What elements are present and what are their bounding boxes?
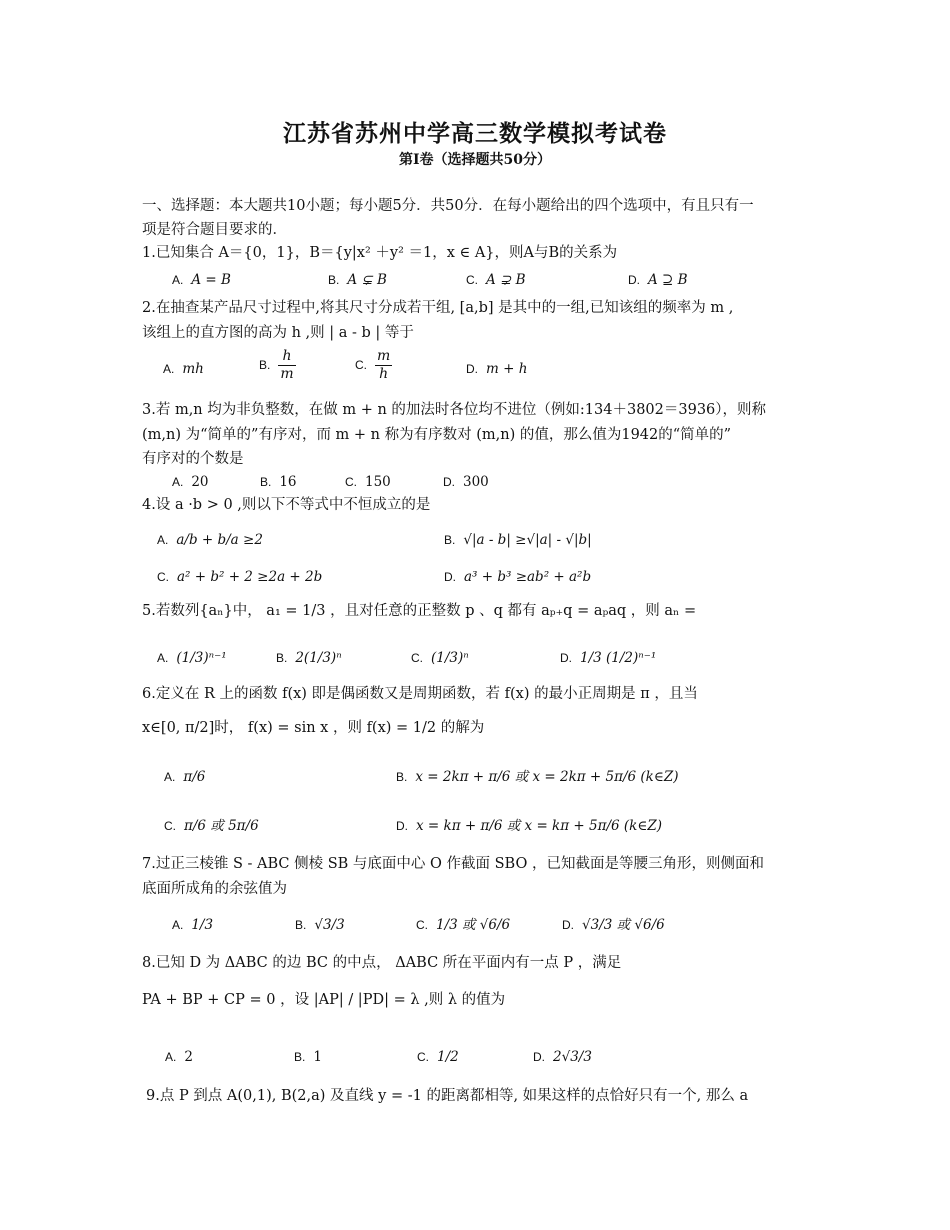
option-text: A ⊋ B [486,272,526,288]
question-7-option-a[interactable] [172,915,213,935]
option-text: π/6 [183,769,206,785]
question-8-option-b[interactable] [294,1047,322,1067]
option-text: 150 [365,474,391,490]
option-label: D. [444,570,456,584]
option-text: √|a - b| ≥√|a| - √|b| [463,532,592,548]
question-7-stem-line-2: 底面所成角的余弦值为 [142,881,287,897]
question-4-stem: 4.设 a ·b > 0 ,则以下不等式中不恒成立的是 [142,497,431,513]
option-text: 2√3/3 [553,1049,592,1065]
option-label: A. [165,1050,177,1064]
question-3-stem-line-2: (m,n) 为“简单的”有序对，而 m + n 称为有序数对 (m,n) 的值，那么值为1942的“简单的” [142,427,732,443]
question-1-option-c[interactable] [466,270,526,290]
option-text: 300 [463,474,489,490]
question-5-stem: 5.若数列{aₙ}中， a₁ = 1/3 ，且对任意的正整数 p 、q 都有 aₚ₊q = aₚaq ，则 aₙ = [142,603,697,619]
option-label: D. [443,475,455,489]
option-label: C. [164,819,176,833]
question-8-option-a[interactable] [165,1047,193,1067]
option-text: √3/3 [314,917,345,933]
fraction-numerator: h [278,348,295,366]
option-label: C. [411,651,423,665]
option-text: x = 2kπ + π/6 或 x = 2kπ + 5π/6 (k∈Z) [415,769,679,785]
question-4-option-a[interactable] [157,530,263,550]
question-8-stem-line-2: PA + BP + CP = 0 ，设 |AP| / |PD| = λ ,则 λ 的值为 [142,992,506,1008]
option-label: D. [628,273,640,287]
option-label: D. [562,918,574,932]
question-1-option-a[interactable] [172,270,231,290]
option-label: A. [157,533,169,547]
option-label: A. [172,475,184,489]
option-text: mh [182,361,204,377]
option-label: D. [466,362,478,376]
fraction-denominator: h [379,366,389,382]
intro-line-2: 项是符合题目要求的． [142,222,287,238]
option-label: B. [260,475,272,489]
question-6-stem-line-2: x∈[0, π/2]时， f(x) = sin x ，则 f(x) = 1/2 的解为 [142,720,485,736]
question-3-option-a[interactable] [172,472,209,492]
question-4-option-c[interactable] [157,567,322,587]
question-9-stem: 9.点 P 到点 A(0,1), B(2,a) 及直线 y = -1 的距离都相等, 如果这样的点恰好只有一个, 那么 a [146,1088,749,1104]
option-text: 1 [313,1049,322,1065]
question-3-stem-line-1: 3.若 m,n 均为非负整数，在做 m + n 的加法时各位均不进位（例如:134＋3802＝3936），则称 [142,402,767,418]
question-7-option-d[interactable] [562,915,665,935]
option-label: D. [533,1050,545,1064]
option-label: C. [417,1050,429,1064]
option-text: x = kπ + π/6 或 x = kπ + 5π/6 (k∈Z) [416,818,662,834]
question-1-option-b[interactable] [328,270,387,290]
question-2-stem-line-1: 2.在抽查某产品尺寸过程中,将其尺寸分成若干组, [a,b] 是其中的一组,已知该组的频率为 m , [142,300,734,316]
option-text: 20 [191,474,209,490]
option-label: A. [172,273,184,287]
option-text: (1/3)ⁿ [431,650,469,666]
intro-line-1: 一、选择题：本大题共10小题；每小题5分．共50分．在每小题给出的四个选项中，有且只有一 [142,198,754,214]
question-3-option-d[interactable] [443,472,489,492]
question-2-option-d[interactable] [466,359,527,379]
question-6-option-c[interactable] [164,816,259,836]
question-7-stem-line-1: 7.过正三棱锥 S - ABC 侧棱 SB 与底面中心 O 作截面 SBO ，已知截面是等腰三角形，则侧面和 [142,856,764,872]
option-label: B. [396,770,408,784]
question-3-option-c[interactable] [345,472,391,492]
option-label: A. [172,918,184,932]
fraction-numerator: m [377,348,391,364]
question-2-option-b[interactable] [259,348,296,383]
question-4-option-d[interactable] [444,567,591,587]
option-label: C. [345,475,357,489]
question-2-stem-line-2: 该组上的直方图的高为 h ,则 | a - b | 等于 [142,325,414,341]
option-label: A. [157,651,169,665]
option-label: C. [416,918,428,932]
question-2-option-c[interactable] [355,348,392,383]
option-label: D. [560,651,572,665]
question-8-option-c[interactable] [417,1047,459,1067]
question-8-stem-line-1: 8.已知 D 为 ΔABC 的边 BC 的中点， ΔABC 所在平面内有一点 P ，满足 [142,955,622,971]
option-label: C. [355,358,367,372]
option-text: a³ + b³ ≥ab² + a²b [464,569,592,585]
option-label: D. [396,819,408,833]
option-text: A ⊊ B [347,272,387,288]
question-7-option-c[interactable] [416,915,510,935]
question-2-option-a[interactable] [163,359,204,379]
question-7-option-b[interactable] [295,915,345,935]
question-4-option-b[interactable] [444,530,592,550]
fraction-denominator: m [280,366,294,382]
option-text: 1/2 [437,1049,459,1065]
option-text: 2 [184,1049,193,1065]
option-text: A ⊇ B [648,272,688,288]
option-label: B. [444,533,456,547]
option-text: √3/3 或 √6/6 [582,917,665,933]
question-6-option-b[interactable] [396,767,679,787]
question-6-option-d[interactable] [396,816,662,836]
option-label: A. [164,770,176,784]
section-subtitle: 第Ⅰ卷（选择题共50分） [398,152,552,168]
option-text: a² + b² + 2 ≥2a + 2b [177,569,323,585]
page-title: 江苏省苏州中学高三数学模拟考试卷 [283,120,667,147]
option-text: m + h [486,361,528,377]
question-8-option-d[interactable] [533,1047,592,1067]
question-3-stem-line-3: 有序对的个数是 [142,451,244,467]
option-text: 1/3 [191,917,214,933]
option-label: B. [294,1050,306,1064]
question-3-option-b[interactable] [260,472,297,492]
option-label: B. [276,651,288,665]
question-5-option-a[interactable] [157,648,227,668]
option-label: B. [259,358,271,372]
question-5-option-b[interactable] [276,648,342,668]
option-text: π/6 或 5π/6 [184,818,259,834]
question-6-stem-line-1: 6.定义在 R 上的函数 f(x) 即是偶函数又是周期函数，若 f(x) 的最小正周期是 π ，且当 [142,686,698,702]
option-label: A. [163,362,175,376]
option-text: 1/3 或 √6/6 [436,917,511,933]
option-text: A = B [191,272,231,288]
option-text: 16 [279,474,297,490]
option-text: (1/3)ⁿ⁻¹ [176,650,227,666]
option-label: B. [328,273,340,287]
question-5-option-d[interactable] [560,648,656,668]
question-1-option-d[interactable] [628,270,688,290]
question-1-stem: 1.已知集合 A＝{0，1}，B＝{y|x² ＋y² ＝1，x ∈ A}，则A与B的关系为 [142,245,618,261]
option-label: C. [466,273,478,287]
question-6-option-a[interactable] [164,767,205,787]
option-text: 2(1/3)ⁿ [295,650,342,666]
option-label: B. [295,918,307,932]
option-text: 1/3 (1/2)ⁿ⁻¹ [580,650,657,666]
option-label: C. [157,570,169,584]
question-5-option-c[interactable] [411,648,469,668]
option-text: a/b + b/a ≥2 [176,532,263,548]
